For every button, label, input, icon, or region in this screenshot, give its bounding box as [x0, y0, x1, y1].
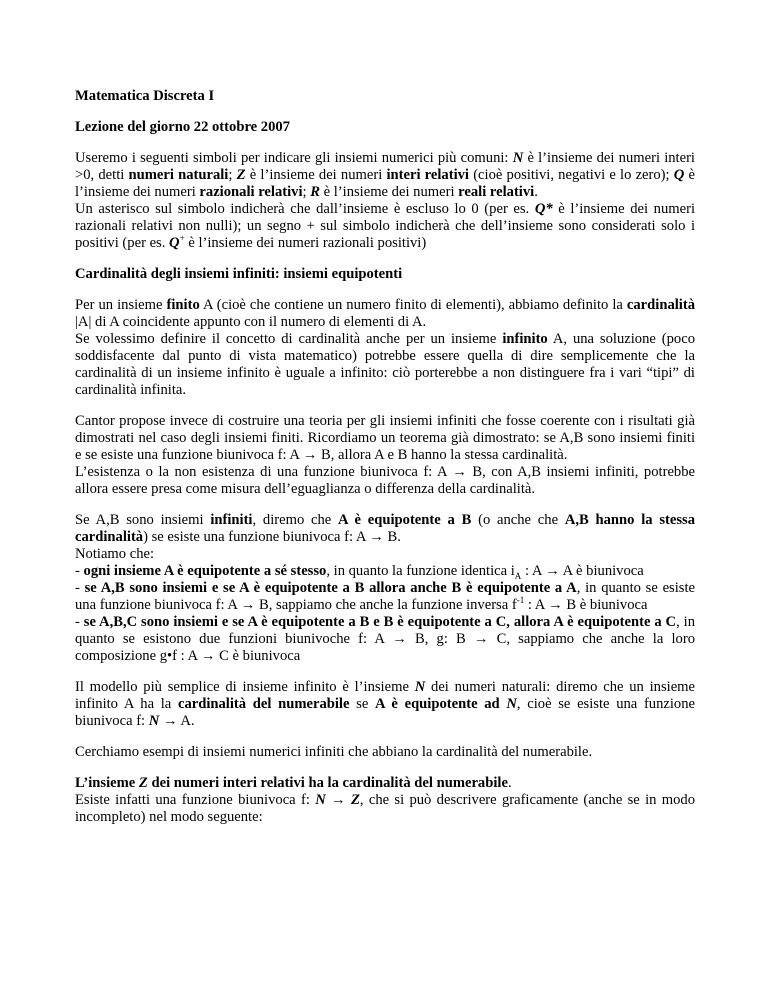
lesson-date: Lezione del giorno 22 ottobre 2007 [75, 119, 290, 135]
paragraph-definition: Se A,B sono insiemi infiniti, diremo che A è equipotente a B (o anche che A,B hanno la stessa cardinalità) se esiste una funzione biunivoca f: A → B. [75, 512, 695, 545]
paragraph-symbols: Useremo i seguenti simboli per indicare gli insiemi numerici più comuni: N è l’insieme dei numeri interi >0, detti numeri naturali; Z è l’insieme dei numeri interi relativi (cioè positivi, negativi e lo zero); Q è l’insieme dei numeri razionali relativi; R è l’insieme dei numeri reali relativi. [75, 150, 696, 200]
section-heading-cardinality: Cardinalità degli insiemi infiniti: insiemi equipotenti [75, 266, 403, 282]
paragraph-infinite-set: Se volessimo definire il concetto di cardinalità anche per un insieme infinito A, una soluzione (poco soddisfacente dal punto di vista matematico) potrebbe essere quella di dire semplicemente che la cardinalità di un insieme infinito è uguale a infinito: ciò porterebbe a non distinguere fra i vari “tipi” di cardinalità infinita. [75, 331, 695, 398]
paragraph-examples: Cerchiamo esempi di insiemi numerici infiniti che abbiano la cardinalità del numerabile. [75, 744, 593, 760]
z-paragraph: Esiste infatti una funzione biunivoca f: N → Z, che si può descrivere graficamente (anche se in modo incompleto) nel modo seguente: [75, 792, 695, 825]
document-page [75, 88, 695, 840]
paragraph-numerable: Il modello più semplice di insieme infinito è l’insieme N dei numeri naturali: diremo che un insieme infinito A ha la cardinalità del numerabile se A è equipotente ad N, cioè se esiste una funzione biunivoca f: N → A. [75, 679, 696, 729]
document-title: Matematica Discreta I [75, 88, 215, 104]
paragraph-finite-set: Per un insieme finito A (cioè che contiene un numero finito di elementi), abbiamo definito la cardinalità |A| di A coincidente appunto con il numero di elementi di A. [75, 297, 696, 330]
list-item-reflexive: - ogni insieme A è equipotente a sé stesso, in quanto la funzione identica $i_A$ : A → A è biunivoca [75, 563, 644, 581]
list-item-symmetric: - se A,B sono insiemi e se A è equipotente a B allora anche B è equipotente a A, in quanto se esiste una funzione biunivoca f: A → B, sappiamo che anche la funzione inversa $f^{-1}$ : A → B è biunivoca [75, 580, 695, 613]
list-item-transitive: - se A,B,C sono insiemi e se A è equipotente a B e B è equipotente a C, allora A è equipotente a C, in quanto se esistono due funzioni biunivoche f: A → B, g: B → C, sappiamo che anche la loro composizione g•f : A → C è biunivoca [75, 614, 696, 664]
z-heading: L’insieme Z dei numeri interi relativi ha la cardinalità del numerabile. [75, 775, 512, 791]
paragraph-asterisk: Un asterisco sul simbolo indicherà che dall’insieme è escluso lo 0 (per es. Q* è l’insieme dei numeri razionali relativi non nulli); un segno + sul simbolo indicherà che dell’insieme sono considerati solo i positivi (per es. Q+ è l’insieme dei numeri razionali positivi) [75, 201, 696, 251]
notiamo-line: Notiamo che: [75, 546, 155, 562]
paragraph-cantor: Cantor propose invece di costruire una teoria per gli insiemi infiniti che fosse coerente con i risultati già dimostrati nel caso degli insiemi finiti. Ricordiamo un teorema già dimostrato: se A,B sono insiemi finiti e se esiste una funzione biunivoca f: A → B, allora A e B hanno la stessa cardinalità. [75, 413, 695, 463]
paragraph-cantor-2: L’esistenza o la non esistenza di una funzione biunivoca f: A → B, con A,B insiemi infiniti, potrebbe allora essere presa come misura dell’eguaglianza o differenza della cardinalità. [75, 464, 695, 497]
